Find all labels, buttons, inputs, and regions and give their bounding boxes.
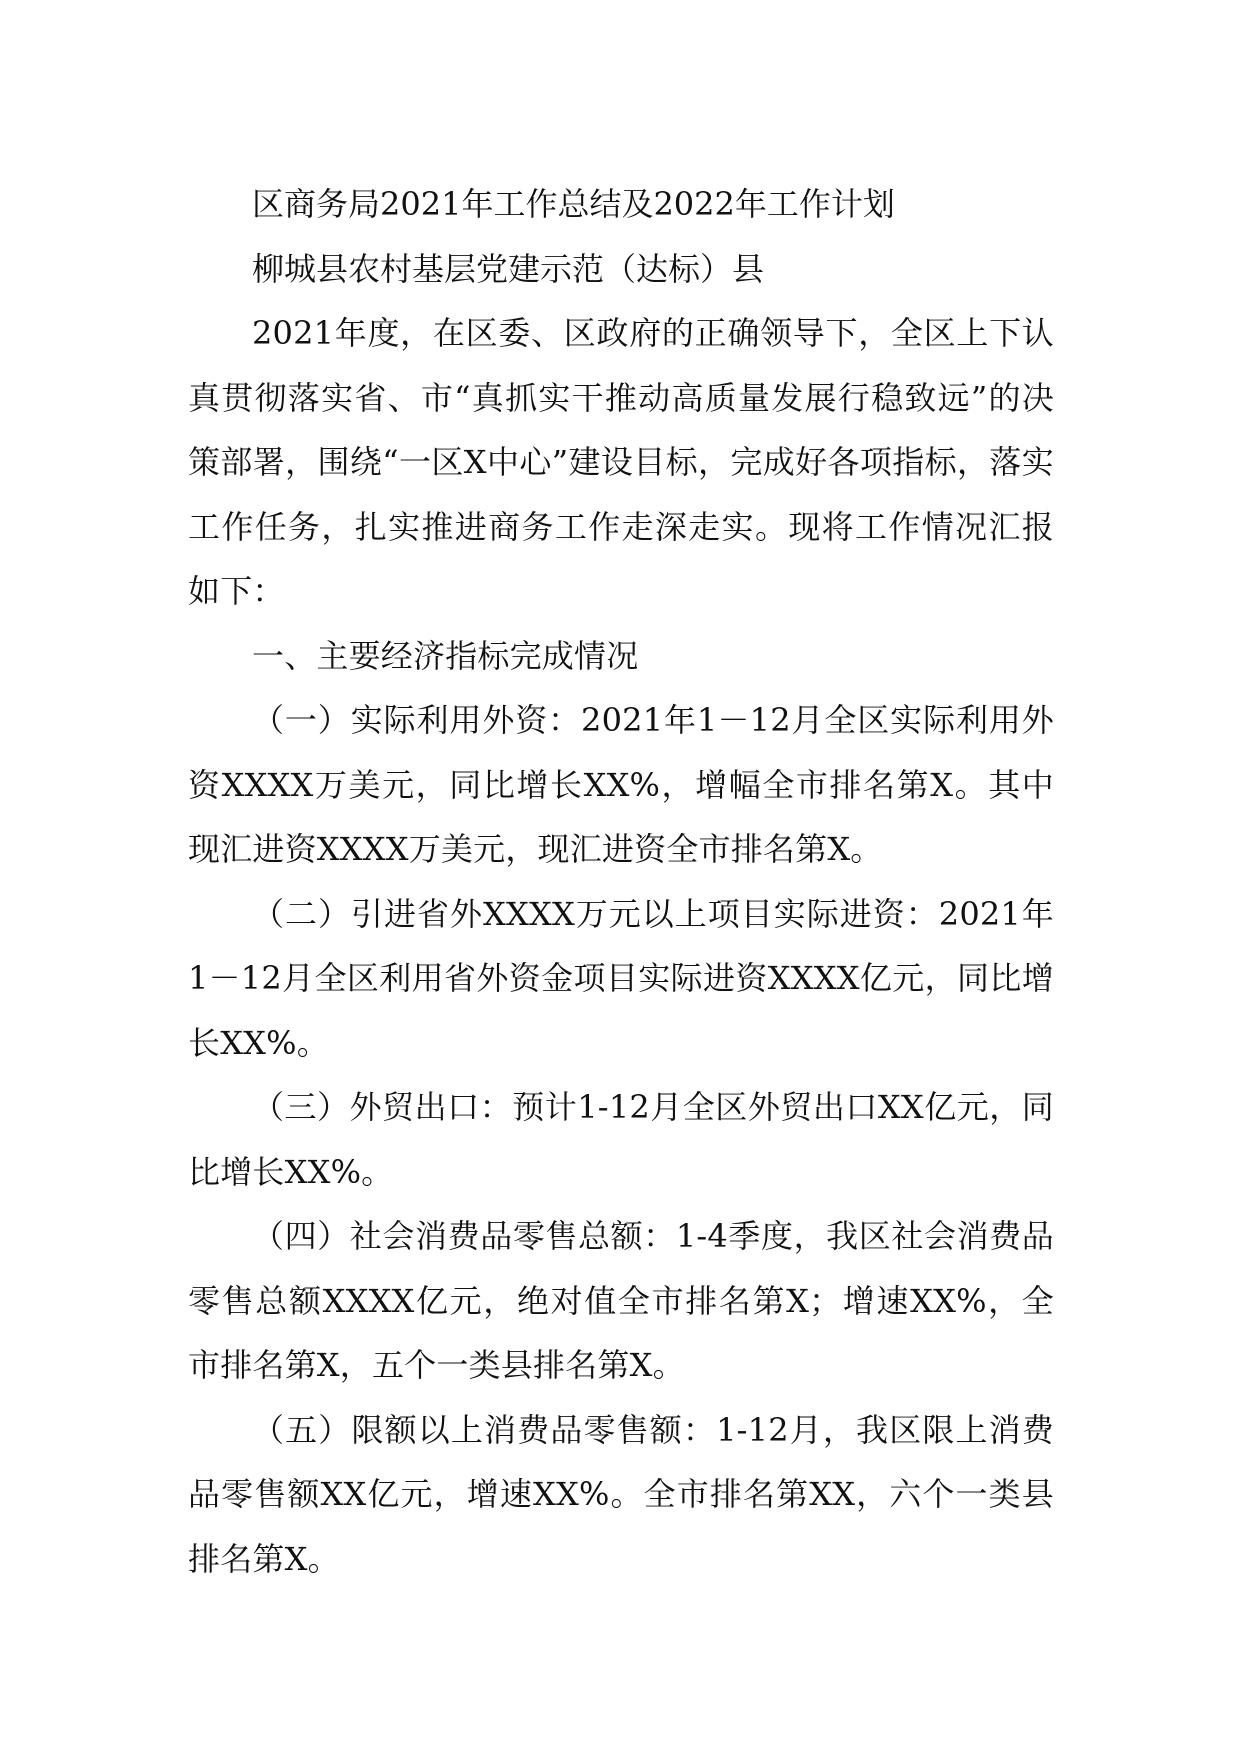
document-subtitle: 柳城县农村基层党建示范（达标）县 xyxy=(252,249,765,288)
item-paragraph-4: （四）社会消费品零售总额：1-4季度，我区社会消费品零售总额XXXX亿元，绝对值全市排名第X；增速XX%，全市排名第X，五个一类县排名第X。 xyxy=(188,1217,1054,1384)
item-paragraph-2: （二）引进省外XXXX万元以上项目实际进资：2021年1－12月全区利用省外资金项目实际进资XXXX亿元，同比增长XX%。 xyxy=(188,894,1054,1062)
item-paragraph-3: （三）外贸出口：预计1-12月全区外贸出口XX亿元，同比增长XX%。 xyxy=(188,1088,1054,1191)
item-paragraph-5: （五）限额以上消费品零售额：1-12月，我区限上消费品零售额XX亿元，增速XX%。全市排名第XX，六个一类县排名第X。 xyxy=(188,1410,1054,1578)
item-paragraph-1: （一）实际利用外资：2021年1－12月全区实际利用外资XXXX万美元，同比增长XX%，增幅全市排名第X。其中现汇进资XXXX万美元，现汇进资全市排名第X。 xyxy=(188,701,1054,868)
document-title: 区商务局2021年工作总结及2022年工作计划 xyxy=(252,185,895,223)
document-body xyxy=(188,172,1054,1591)
section-heading: 一、主要经济指标完成情况 xyxy=(252,636,639,675)
intro-paragraph: 2021年度，在区委、区政府的正确领导下，全区上下认真贯彻落实省、市“真抓实干推动高质量发展行稳致远”的决策部署，围绕“一区X中心”建设目标，完成好各项指标，落实工作任务，扎实推进商务工作走深走实。现将工作情况汇报如下： xyxy=(188,314,1054,610)
